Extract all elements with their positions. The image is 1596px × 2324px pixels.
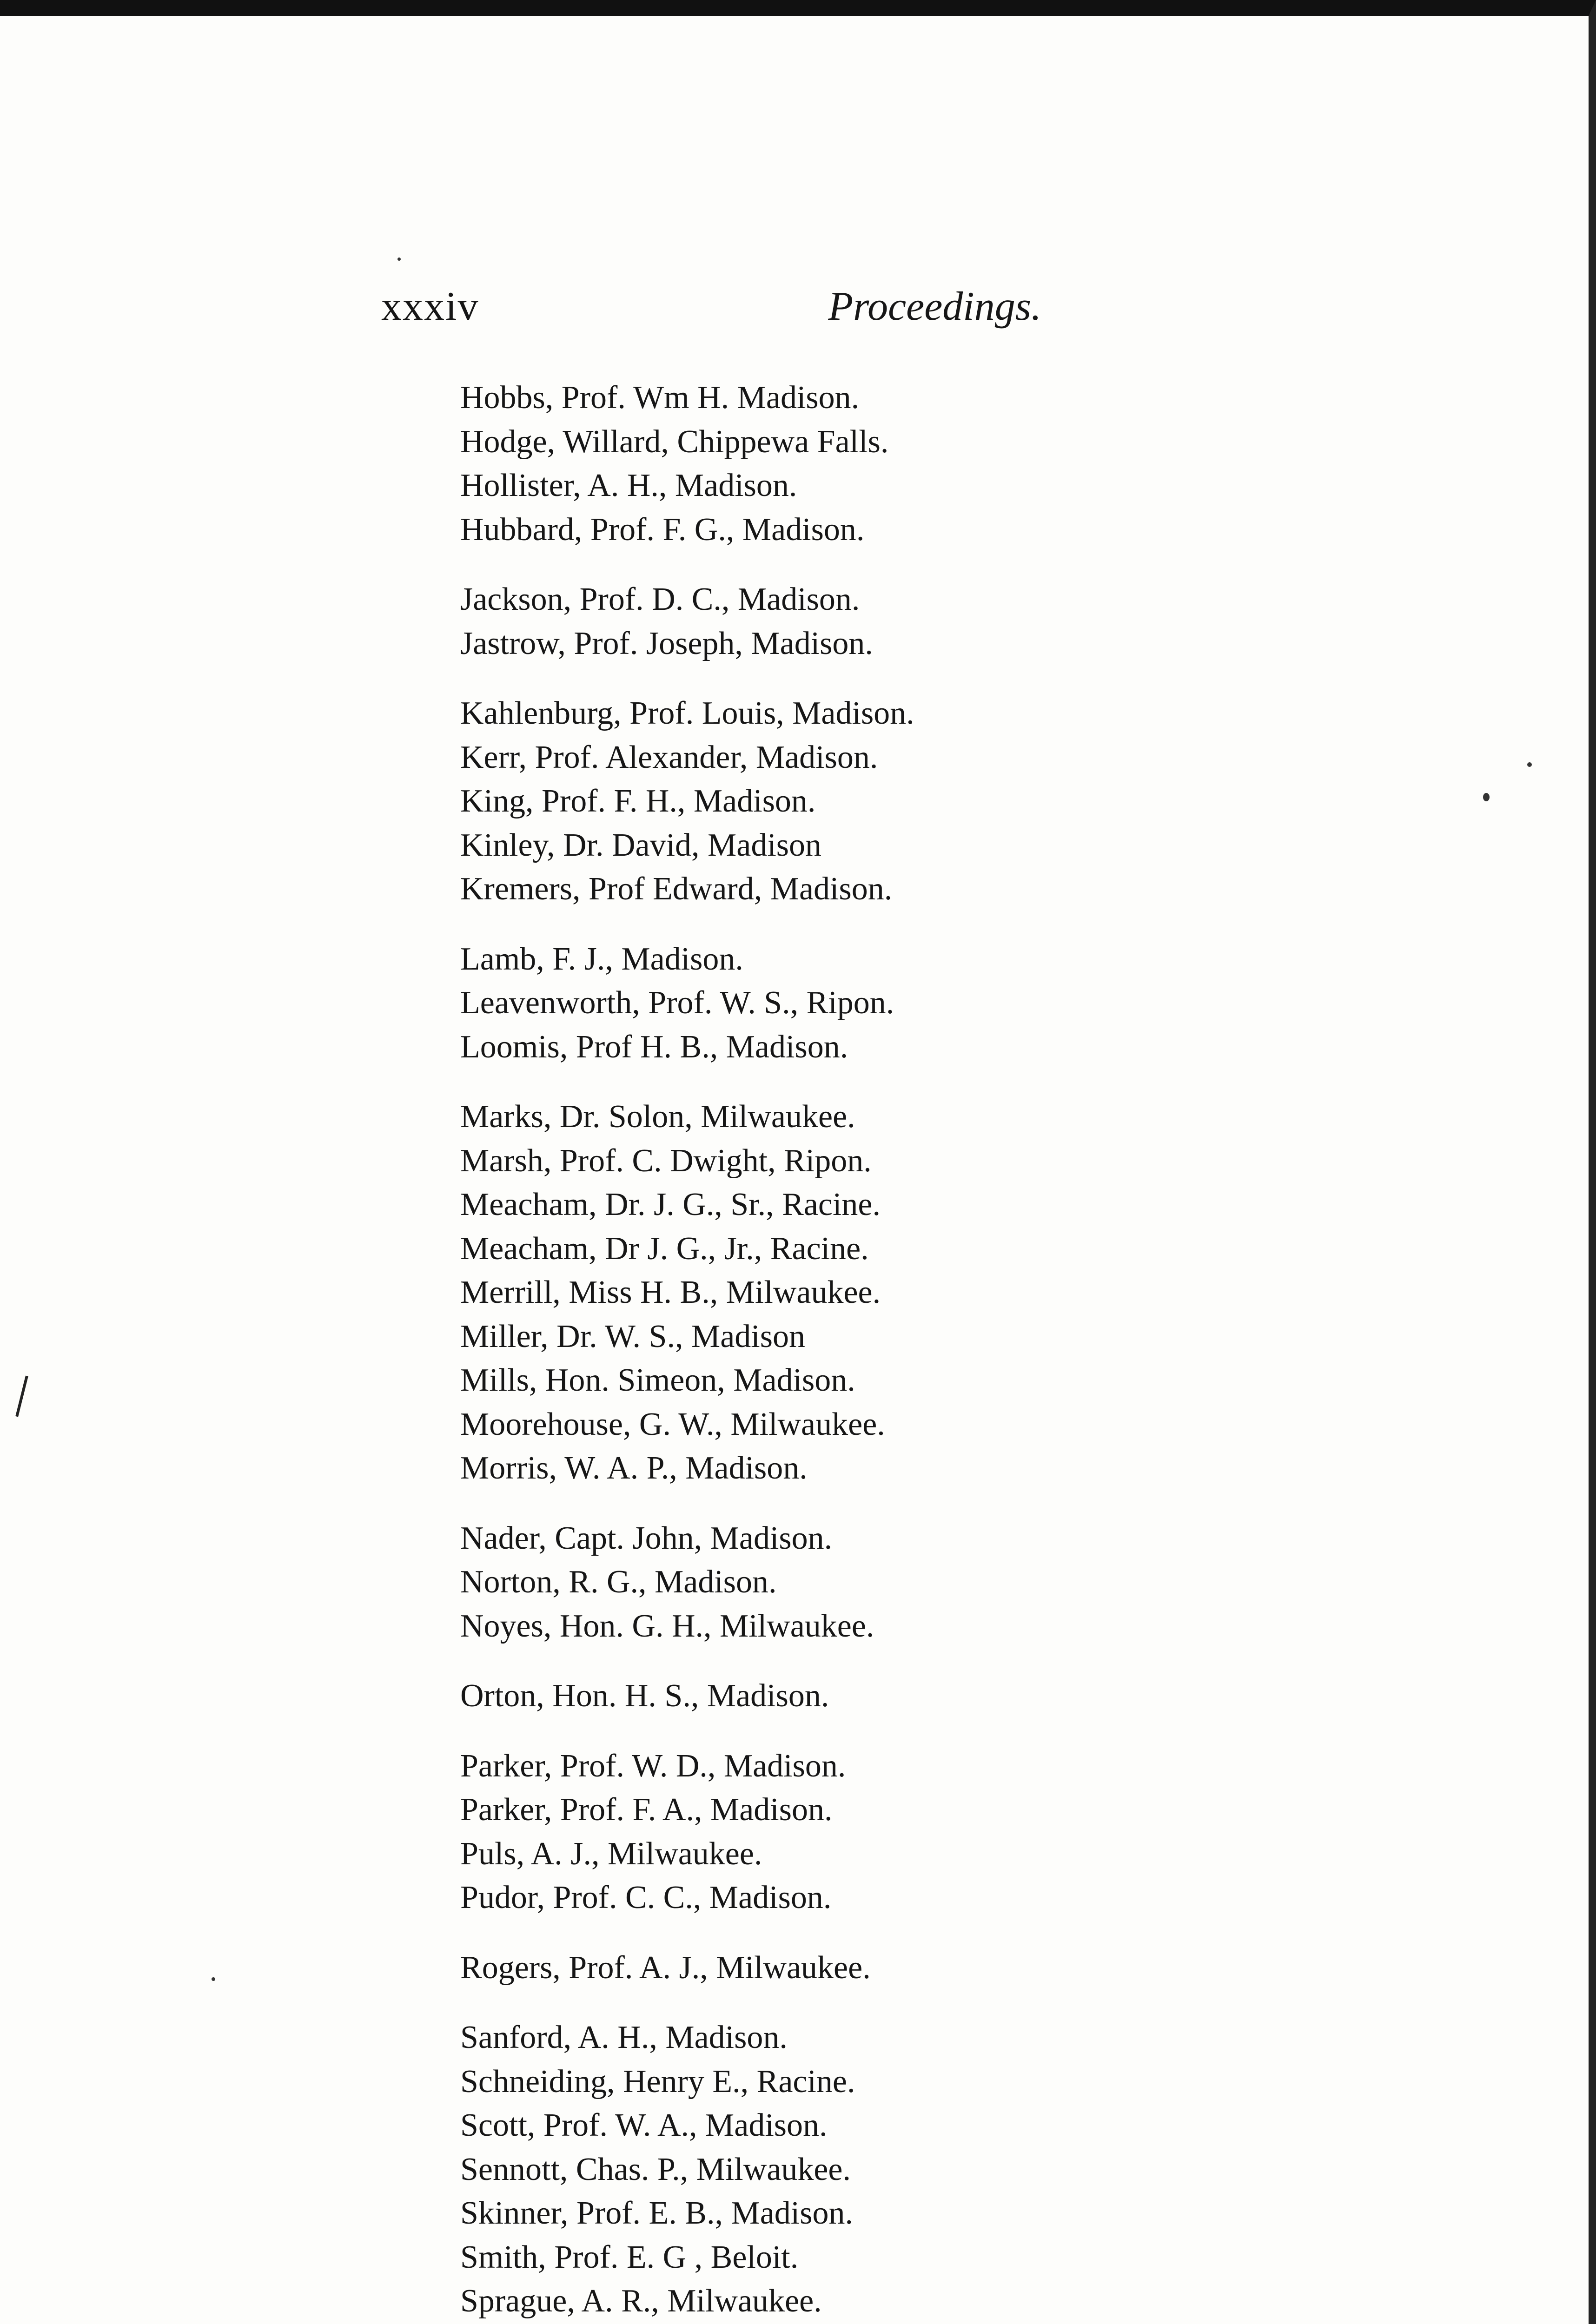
member-entry: Leavenworth, Prof. W. S., Ripon. <box>460 985 894 1021</box>
member-entry: Hobbs, Prof. Wm H. Madison. <box>460 380 860 416</box>
margin-pen-mark <box>15 1376 28 1417</box>
ink-speck <box>1527 762 1532 767</box>
member-entry: Marsh, Prof. C. Dwight, Ripon. <box>460 1142 872 1179</box>
letter-group <box>460 938 1111 1070</box>
member-entry: Parker, Prof. F. A., Madison. <box>460 1792 833 1828</box>
member-entry: Hollister, A. H., Madison. <box>460 468 797 503</box>
member-entry: Schneiding, Henry E., Racine. <box>460 2063 855 2100</box>
member-entry: Kinley, Dr. David, Madison <box>460 827 822 863</box>
member-entry: Pudor, Prof. C. C., Madison. <box>460 1880 832 1915</box>
member-entry: Sanford, A. H., Madison. <box>460 2020 788 2055</box>
member-entry: Parker, Prof. W. D., Madison. <box>460 1748 846 1784</box>
member-entry: Rogers, Prof. A. J., Milwaukee. <box>460 1949 871 1986</box>
member-entry: Sprague, A. R., Milwaukee. <box>460 2283 822 2319</box>
letter-group <box>460 1095 1111 1491</box>
letter-group <box>460 1517 1111 1649</box>
member-entry: Lamb, F. J., Madison. <box>460 941 743 977</box>
member-entry: Orton, Hon. H. S., Madison. <box>460 1678 829 1714</box>
member-entry: King, Prof. F. H., Madison. <box>460 783 816 819</box>
running-head: Proceedings. <box>828 284 1041 329</box>
letter-group <box>460 692 1111 911</box>
letter-group <box>460 2016 1111 2324</box>
member-entry: Meacham, Dr J. G., Jr., Racine. <box>460 1230 869 1267</box>
page-header <box>381 283 1041 339</box>
letter-group <box>460 376 1111 552</box>
member-entry: Scott, Prof. W. A., Madison. <box>460 2107 828 2143</box>
member-entry: Noyes, Hon. G. H., Milwaukee. <box>460 1608 874 1644</box>
member-entry: Smith, Prof. E. G , Beloit. <box>460 2239 799 2275</box>
letter-group <box>460 578 1111 666</box>
member-entry: Kerr, Prof. Alexander, Madison. <box>460 739 878 775</box>
member-entry: Moorehouse, G. W., Milwaukee. <box>460 1406 885 1442</box>
member-entry: Kremers, Prof Edward, Madison. <box>460 871 893 907</box>
member-entry: Jackson, Prof. D. C., Madison. <box>460 581 860 617</box>
member-entry: Morris, W. A. P., Madison. <box>460 1450 808 1486</box>
ink-speck <box>397 257 401 261</box>
member-list <box>460 376 1111 2324</box>
member-entry: Merrill, Miss H. B., Milwaukee. <box>460 1274 881 1310</box>
letter-group <box>460 1744 1111 1920</box>
member-entry: Marks, Dr. Solon, Milwaukee. <box>460 1099 855 1135</box>
letter-group <box>460 1674 1111 1718</box>
member-entry: Kahlenburg, Prof. Louis, Madison. <box>460 695 914 731</box>
member-entry: Hodge, Willard, Chippewa Falls. <box>460 423 889 460</box>
letter-group <box>460 1946 1111 1990</box>
member-entry: Puls, A. J., Milwaukee. <box>460 1835 762 1872</box>
member-entry: Skinner, Prof. E. B., Madison. <box>460 2195 853 2231</box>
member-entry: Loomis, Prof H. B., Madison. <box>460 1029 848 1065</box>
member-entry: Nader, Capt. John, Madison. <box>460 1520 833 1556</box>
member-entry: Sennott, Chas. P., Milwaukee. <box>460 2151 851 2187</box>
ink-speck <box>1483 793 1490 801</box>
member-entry: Mills, Hon. Simeon, Madison. <box>460 1362 855 1398</box>
ink-speck <box>212 1977 215 1981</box>
member-entry: Meacham, Dr. J. G., Sr., Racine. <box>460 1187 881 1222</box>
member-entry: Hubbard, Prof. F. G., Madison. <box>460 511 865 548</box>
member-entry: Miller, Dr. W. S., Madison <box>460 1318 805 1354</box>
member-entry: Norton, R. G., Madison. <box>460 1564 777 1600</box>
page-number: xxxiv <box>381 284 479 329</box>
member-entry: Jastrow, Prof. Joseph, Madison. <box>460 625 873 661</box>
